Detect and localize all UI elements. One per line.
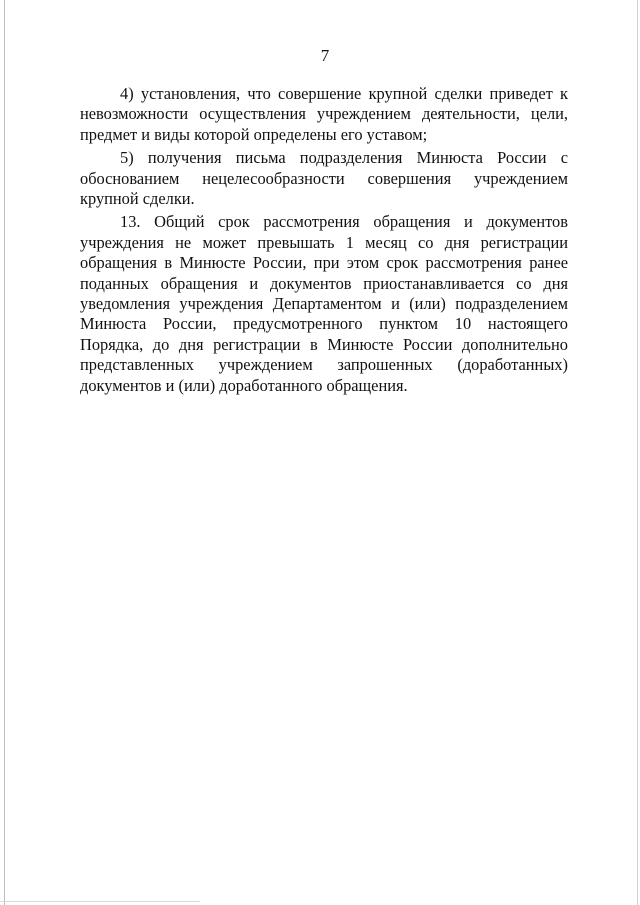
scan-edge-left xyxy=(4,0,5,905)
page-number: 7 xyxy=(320,46,330,65)
paragraph-item-5: 5) получения письма подразделения Минюста России с обоснованием нецелесообразности совершения учреждением крупной сделки. xyxy=(80,148,568,209)
paragraph-clause-13: 13. Общий срок рассмотрения обращения и документов учреждения не может превышать 1 месяц со дня регистрации обращения в Минюсте России, при этом срок рассмотрения ранее поданных обращения и документов приостанавливается со дня уведомления учреждения Департаментом и (или) подразделением Минюста России, предусмотренного пунктом 10 настоящего Порядка, до дня регистрации в Минюсте России дополнительно представленных учреждением запрошенных (доработанных) документов и (или) доработанного обращения. xyxy=(80,212,568,395)
paragraph-item-4: 4) установления, что совершение крупной сделки приведет к невозможности осуществления учреждением деятельности, цели, предмет и виды которой определены его уставом; xyxy=(80,84,568,144)
scan-edge-bottom xyxy=(0,901,200,902)
scan-edge-right xyxy=(637,0,638,905)
document-body xyxy=(80,84,568,399)
